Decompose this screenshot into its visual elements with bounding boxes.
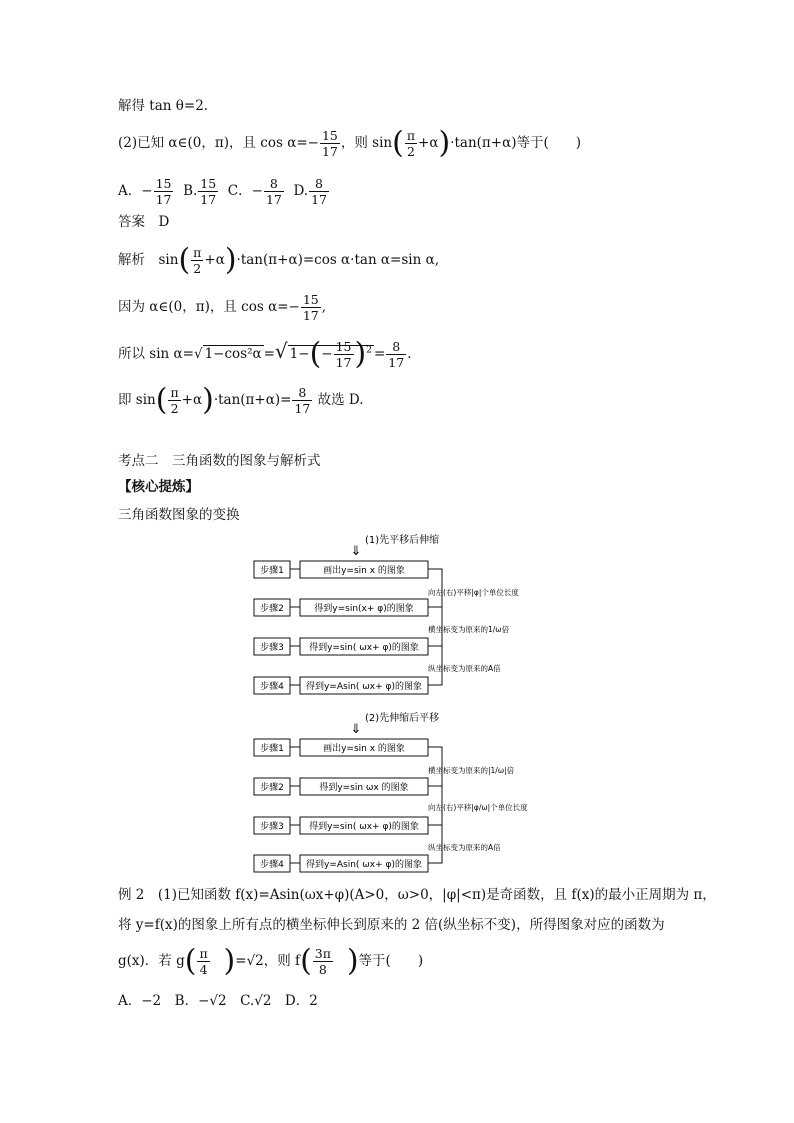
svg-text:步骤3: 步骤3 [260, 822, 284, 832]
flow-step-3 [254, 817, 428, 834]
svg-text:画出y=sin x 的图象: 画出y=sin x 的图象 [323, 744, 405, 754]
section-heading: 考点二 三角函数的图象与解析式 [118, 453, 321, 469]
flowchart-title: (2)先伸缩后平移 [365, 713, 440, 724]
flow-step-2 [254, 778, 428, 795]
flow-step-3 [254, 638, 428, 655]
answer-line: 答案 D [118, 214, 170, 230]
flow-step-4 [254, 677, 428, 694]
svg-text:得到y=sin( ωx+ φ)的图象: 得到y=sin( ωx+ φ)的图象 [309, 643, 419, 653]
options: A．− $\frac{15}{17}$ B. $\frac{15}{17}$ C．− $\frac{8}{17}$ D. $\frac{8}{17}$ [118, 176, 327, 207]
svg-text:得到y=Asin( ωx+ φ)的图象: 得到y=Asin( ωx+ φ)的图象 [305, 860, 423, 870]
svg-text:横坐标变为原来的1/ω倍: 横坐标变为原来的1/ω倍 [428, 625, 510, 634]
solution-line: 解得 tan θ=2. [118, 98, 209, 114]
svg-text:得到y=sin ωx 的图象: 得到y=sin ωx 的图象 [319, 783, 409, 793]
fraction: $\frac{15}{17}$ [321, 128, 338, 159]
svg-text:纵坐标变为原来的A倍: 纵坐标变为原来的A倍 [428, 664, 501, 673]
example-2-line-3: g(x)．若 g( $\frac{\pi}{4}$ )=√2，则 f( $\frac{3\pi}{8}$ )等于( ) [118, 943, 424, 979]
example-2-line-2: 将 y=f(x)的图象上所有点的横坐标伸长到原来的 2 倍(纵坐标不变)，所得图象对应的函数为 [118, 917, 665, 933]
flowchart-title: (1)先平移后伸缩 [365, 535, 440, 546]
svg-text:⇓: ⇓ [350, 544, 362, 559]
flow-step-1 [254, 739, 428, 756]
flow-step-1 [254, 561, 428, 578]
svg-text:纵坐标变为原来的A倍: 纵坐标变为原来的A倍 [428, 843, 501, 852]
svg-text:⇓: ⇓ [350, 722, 362, 737]
sub-heading: 三角函数图象的变换 [118, 507, 240, 523]
svg-text:步骤4: 步骤4 [260, 860, 284, 870]
core-heading: 【核心提炼】 [118, 479, 199, 495]
svg-text:向左(右)平移|φ/ω|个单位长度: 向左(右)平移|φ/ω|个单位长度 [428, 803, 528, 812]
question-2: (2)已知 α∈(0，π)，且 cos α=− $\frac{15}{17}$ ，则 sin( $\frac{\pi}{2}$ +α)·tan(π+α)等于( ) [118, 125, 582, 161]
flowchart-1 [250, 528, 550, 698]
svg-text:步骤1: 步骤1 [260, 566, 284, 576]
svg-text:向左(右)平移|φ|个单位长度: 向左(右)平移|φ|个单位长度 [428, 588, 519, 597]
svg-text:步骤2: 步骤2 [260, 783, 284, 793]
example-2-options: A．−2 B．−√2 C.√2 D．2 [118, 993, 318, 1009]
svg-text:步骤4: 步骤4 [260, 682, 284, 692]
svg-text:得到y=sin( ωx+ φ)的图象: 得到y=sin( ωx+ φ)的图象 [309, 822, 419, 832]
therefore-line: 所以 sin α=√ 1−cos²α =√ 1−(− $\frac{15}{17}$ )$^2$ = $\frac{8}{17}$ . [118, 336, 412, 372]
because-line: 因为 α∈(0，π)，且 cos α=− $\frac{15}{17}$ , [118, 292, 327, 323]
example-2-line-1: 例 2 (1)已知函数 f(x)=Asin(ωx+φ)(A>0，ω>0，|φ|<π)是奇函数，且 f(x)的最小正周期为 π， [118, 887, 716, 903]
svg-text:得到y=Asin( ωx+ φ)的图象: 得到y=Asin( ωx+ φ)的图象 [305, 682, 423, 692]
svg-text:步骤3: 步骤3 [260, 643, 284, 653]
flow-step-4 [254, 855, 428, 872]
svg-text:横坐标变为原来的|1/ω|倍: 横坐标变为原来的|1/ω|倍 [428, 766, 515, 775]
svg-text:步骤1: 步骤1 [260, 744, 284, 754]
svg-text:步骤2: 步骤2 [260, 604, 284, 614]
flowchart-2 [250, 706, 550, 876]
flow-step-2 [254, 599, 428, 616]
svg-text:得到y=sin(x+ φ)的图象: 得到y=sin(x+ φ)的图象 [314, 604, 414, 614]
svg-text:画出y=sin x 的图象: 画出y=sin x 的图象 [323, 566, 405, 576]
conclusion-line: 即 sin( $\frac{\pi}{2}$ +α)·tan(π+α)= $\frac{8}{17}$ 故选 D. [118, 382, 364, 418]
analysis-line: 解析 sin( $\frac{\pi}{2}$ +α)·tan(π+α)=cos α·tan α=sin α, [118, 242, 439, 278]
